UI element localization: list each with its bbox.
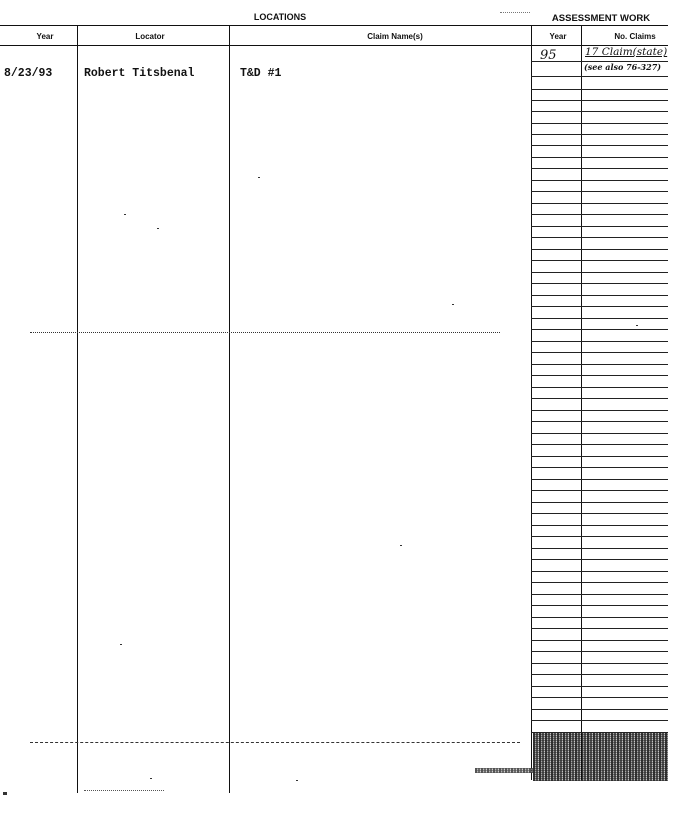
- divider-claims-aw: [531, 25, 532, 780]
- divider-year-locator: [77, 25, 78, 793]
- aw-entry-note: (see also 76-327): [584, 62, 662, 72]
- assessment-work-title: ASSESSMENT WORK: [551, 13, 651, 24]
- scan-noise-block: [533, 733, 668, 781]
- divider-locator-claims: [229, 25, 230, 793]
- locations-title: LOCATIONS: [253, 12, 307, 22]
- col-header-claim-names: Claim Name(s): [367, 32, 423, 41]
- header-top-rule: [0, 25, 668, 26]
- entry-year: 8/23/93: [4, 67, 53, 80]
- divider-aw-year-claims: [581, 25, 582, 780]
- entry-claim-name: T&D #1: [240, 67, 282, 80]
- aw-entry-claims: 17 Claim(state): [585, 46, 668, 58]
- scan-fold-line-lower: [30, 742, 520, 744]
- header-bottom-rule: [0, 45, 668, 46]
- entry-locator: Robert Titsbenal: [84, 67, 195, 80]
- scan-fold-line: [30, 332, 500, 334]
- scan-noise-streak: [475, 768, 533, 773]
- aw-entry-year: 95: [540, 48, 557, 63]
- col-header-no-claims: No. Claims: [614, 32, 656, 41]
- col-header-locator: Locator: [135, 32, 165, 41]
- col-header-aw-year: Year: [549, 32, 567, 41]
- col-header-year: Year: [36, 32, 54, 41]
